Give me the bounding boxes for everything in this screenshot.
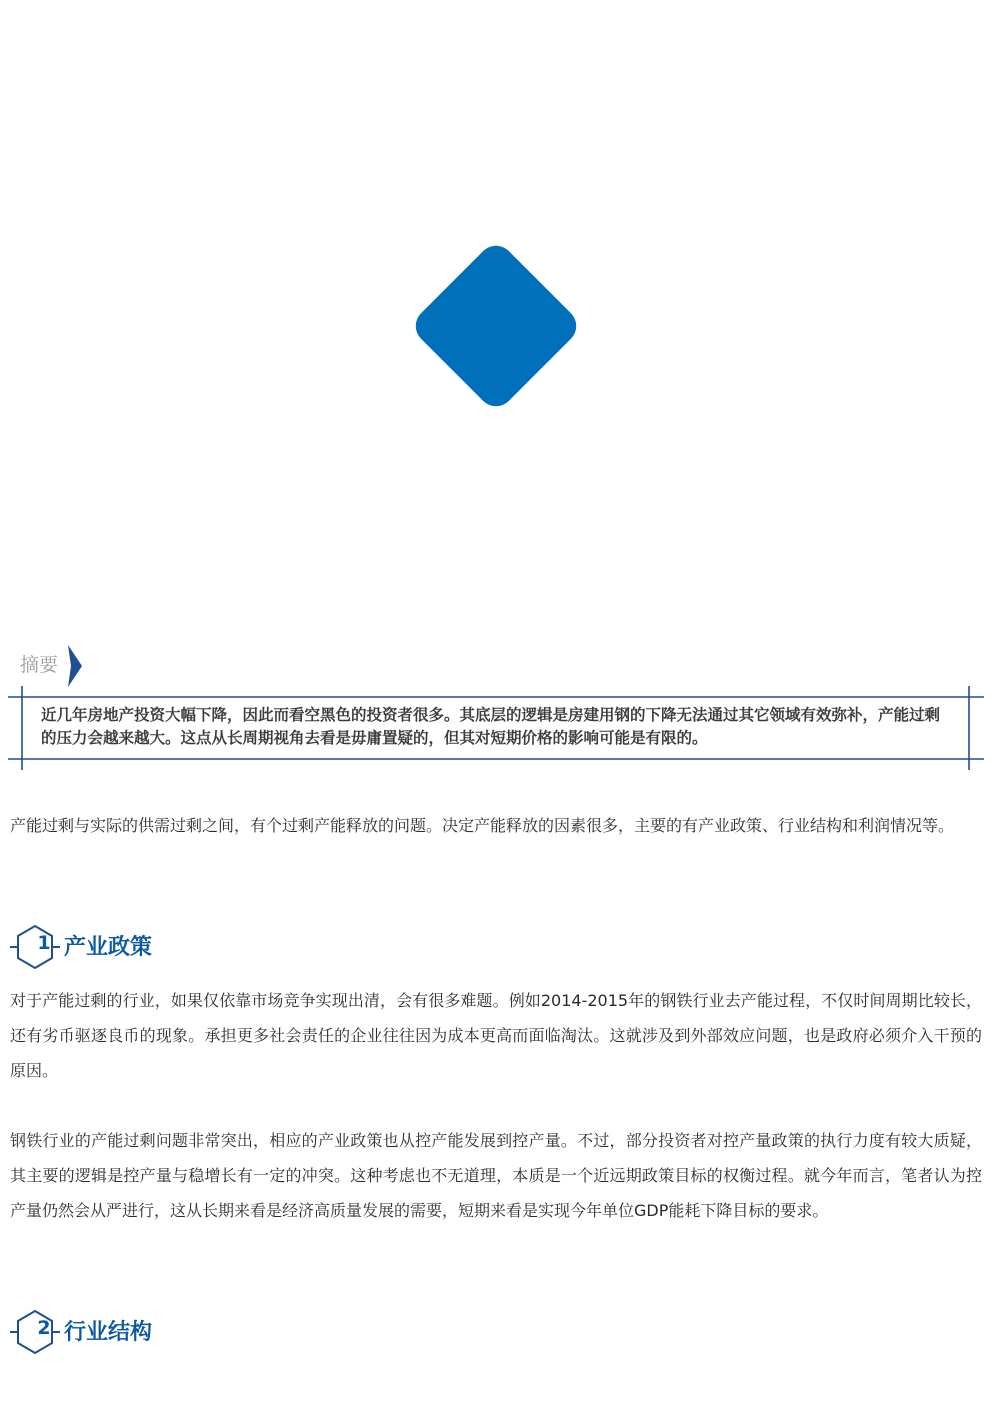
body-paragraph: 钢铁行业的产能过剩问题非常突出，相应的产业政策也从控产能发展到控产量。不过，部分投资者对控产量政策的执行力度有较大质疑，其主要的逻辑是控产量与稳增长有一定的冲突。这种考虑也不无道理，本质是一个近远期政策目标的权衡过程。就今年而言，笔者认为控产量仍然会从严进行，这从长期来看是经济高质量发展的需要，短期来看是实现今年单位GDP能耗下降目标的要求。	[10, 1131, 982, 1220]
section-heading-2	[10, 1309, 310, 1355]
section-title: 行业结构	[64, 1320, 153, 1345]
section-number: 2	[37, 1317, 51, 1339]
section-title: 产业政策	[64, 935, 153, 960]
brand-diamond-icon	[408, 238, 583, 413]
section-number: 1	[37, 932, 51, 954]
body-paragraph: 对于产能过剩的行业，如果仅依靠市场竞争实现出清，会有很多难题。例如2014-2015年的钢铁行业去产能过程，不仅时间周期比较长，还有劣币驱逐良币的现象。承担更多社会责任的企业往往因为成本更高而面临淘汰。这就涉及到外部效应问题，也是政府必须介入干预的原因。	[10, 991, 982, 1080]
intro-paragraph: 产能过剩与实际的供需过剩之间，有个过剩产能释放的问题。决定产能释放的因素很多，主要的有产业政策、行业结构和利润情况等。	[10, 816, 955, 835]
summary-text: 近几年房地产投资大幅下降，因此而看空黑色的投资者很多。其底层的逻辑是房建用钢的下降无法通过其它领域有效弥补，产能过剩的压力会越来越大。这点从长周期视角去看是毋庸置疑的，但其对短期价格的影响可能是有限的。	[41, 706, 941, 747]
summary-label: 摘要	[20, 654, 59, 676]
section-heading-1	[10, 924, 310, 970]
summary-arrow-icon	[68, 645, 82, 687]
